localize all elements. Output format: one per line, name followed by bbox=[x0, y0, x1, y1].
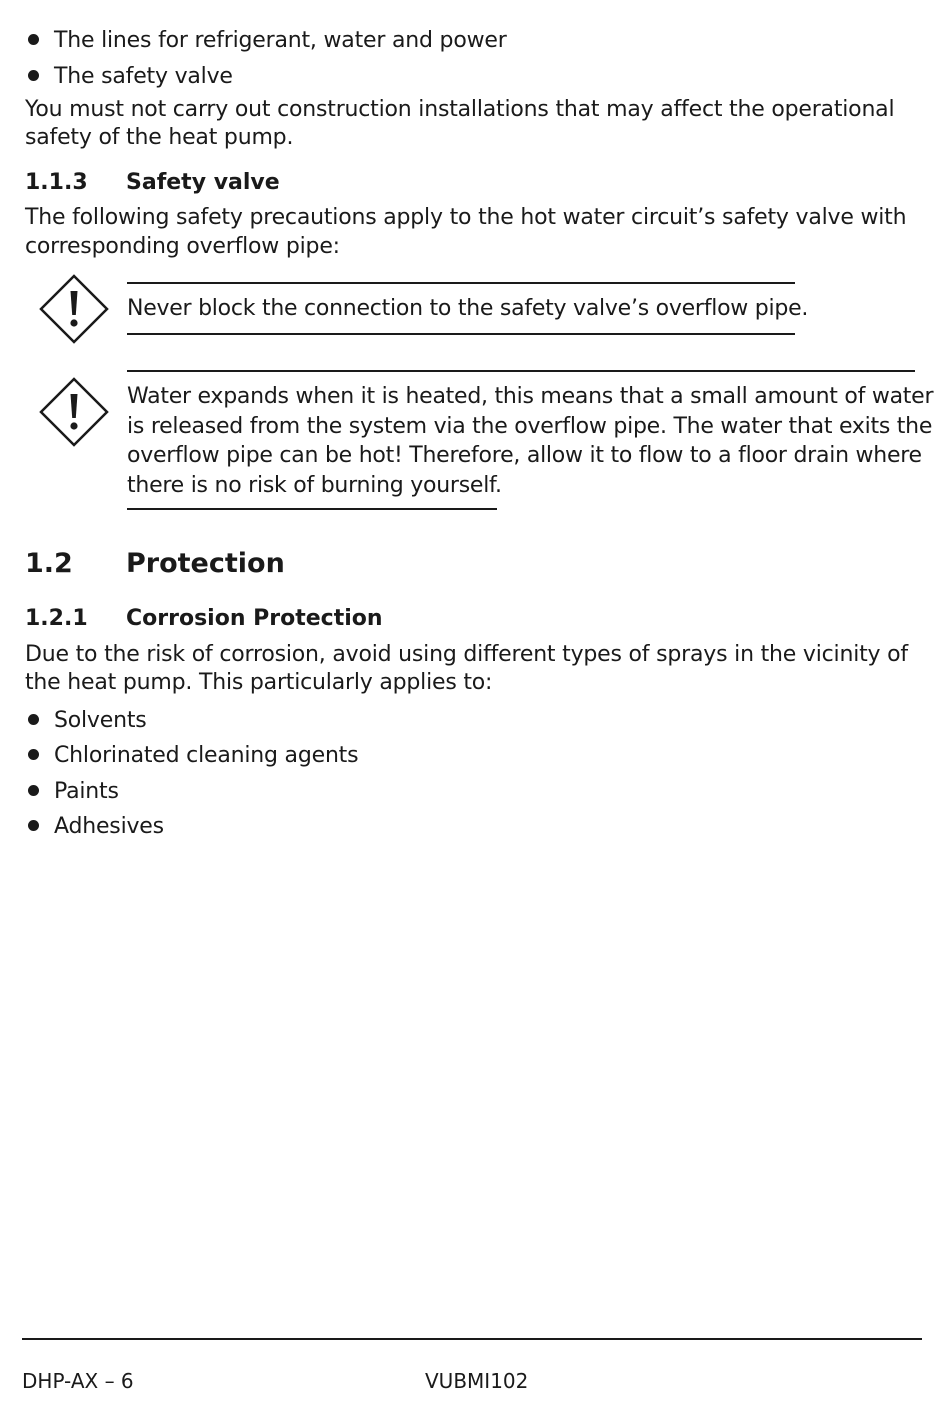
bullet-icon bbox=[28, 820, 39, 831]
warning-bottom-rule bbox=[127, 508, 497, 510]
section-title: Safety valve bbox=[126, 170, 280, 195]
footer-doc-code: VUBMI102 bbox=[425, 1369, 529, 1393]
warning-text: Never block the connection to the safety valve’s overflow pipe. bbox=[127, 296, 809, 321]
bullet-icon bbox=[28, 70, 39, 81]
section-title: Corrosion Protection bbox=[126, 606, 383, 631]
list-item: Chlorinated cleaning agents bbox=[25, 741, 358, 770]
paragraph-line: safety of the heat pump. bbox=[25, 125, 294, 150]
section-number: 1.2.1 bbox=[25, 606, 88, 631]
list-item: The safety valve bbox=[25, 62, 233, 91]
footer-rule bbox=[22, 1338, 922, 1340]
paragraph-line: Due to the risk of corrosion, avoid using different types of sprays in the vicinity of bbox=[25, 642, 908, 667]
bullet-icon bbox=[28, 749, 39, 760]
warning-text: there is no risk of burning yourself. bbox=[127, 472, 502, 498]
list-item: The lines for refrigerant, water and power bbox=[25, 26, 507, 55]
list-item: Paints bbox=[25, 777, 119, 806]
warning-icon bbox=[39, 274, 109, 344]
list-item: Solvents bbox=[25, 706, 147, 735]
warning-icon bbox=[39, 377, 109, 447]
section-title: Protection bbox=[126, 548, 285, 579]
bullet-icon bbox=[28, 714, 39, 725]
section-number: 1.1.3 bbox=[25, 170, 88, 195]
bullet-icon bbox=[28, 785, 39, 796]
section-heading bbox=[25, 547, 285, 581]
paragraph-line: The following safety precautions apply to the hot water circuit’s safety valve with bbox=[25, 205, 907, 230]
warning-text: is released from the system via the overflow pipe. The water that exits the bbox=[127, 413, 933, 439]
section-heading bbox=[25, 168, 280, 197]
bullet-icon bbox=[28, 34, 39, 45]
footer-page-label: DHP-AX – 6 bbox=[22, 1369, 134, 1393]
warning-top-rule bbox=[127, 370, 915, 372]
list-item: Adhesives bbox=[25, 812, 164, 841]
paragraph-line: the heat pump. This particularly applies to: bbox=[25, 670, 493, 695]
warning-box bbox=[127, 382, 933, 500]
paragraph-line: You must not carry out construction installations that may affect the operational bbox=[25, 97, 895, 122]
warning-box bbox=[127, 282, 809, 335]
section-number: 1.2 bbox=[25, 548, 73, 579]
warning-text: overflow pipe can be hot! Therefore, allow it to flow to a floor drain where bbox=[127, 443, 922, 468]
warning-text: Water expands when it is heated, this means that a small amount of water bbox=[127, 384, 934, 409]
section-heading bbox=[25, 604, 383, 633]
paragraph-line: corresponding overflow pipe: bbox=[25, 234, 340, 259]
